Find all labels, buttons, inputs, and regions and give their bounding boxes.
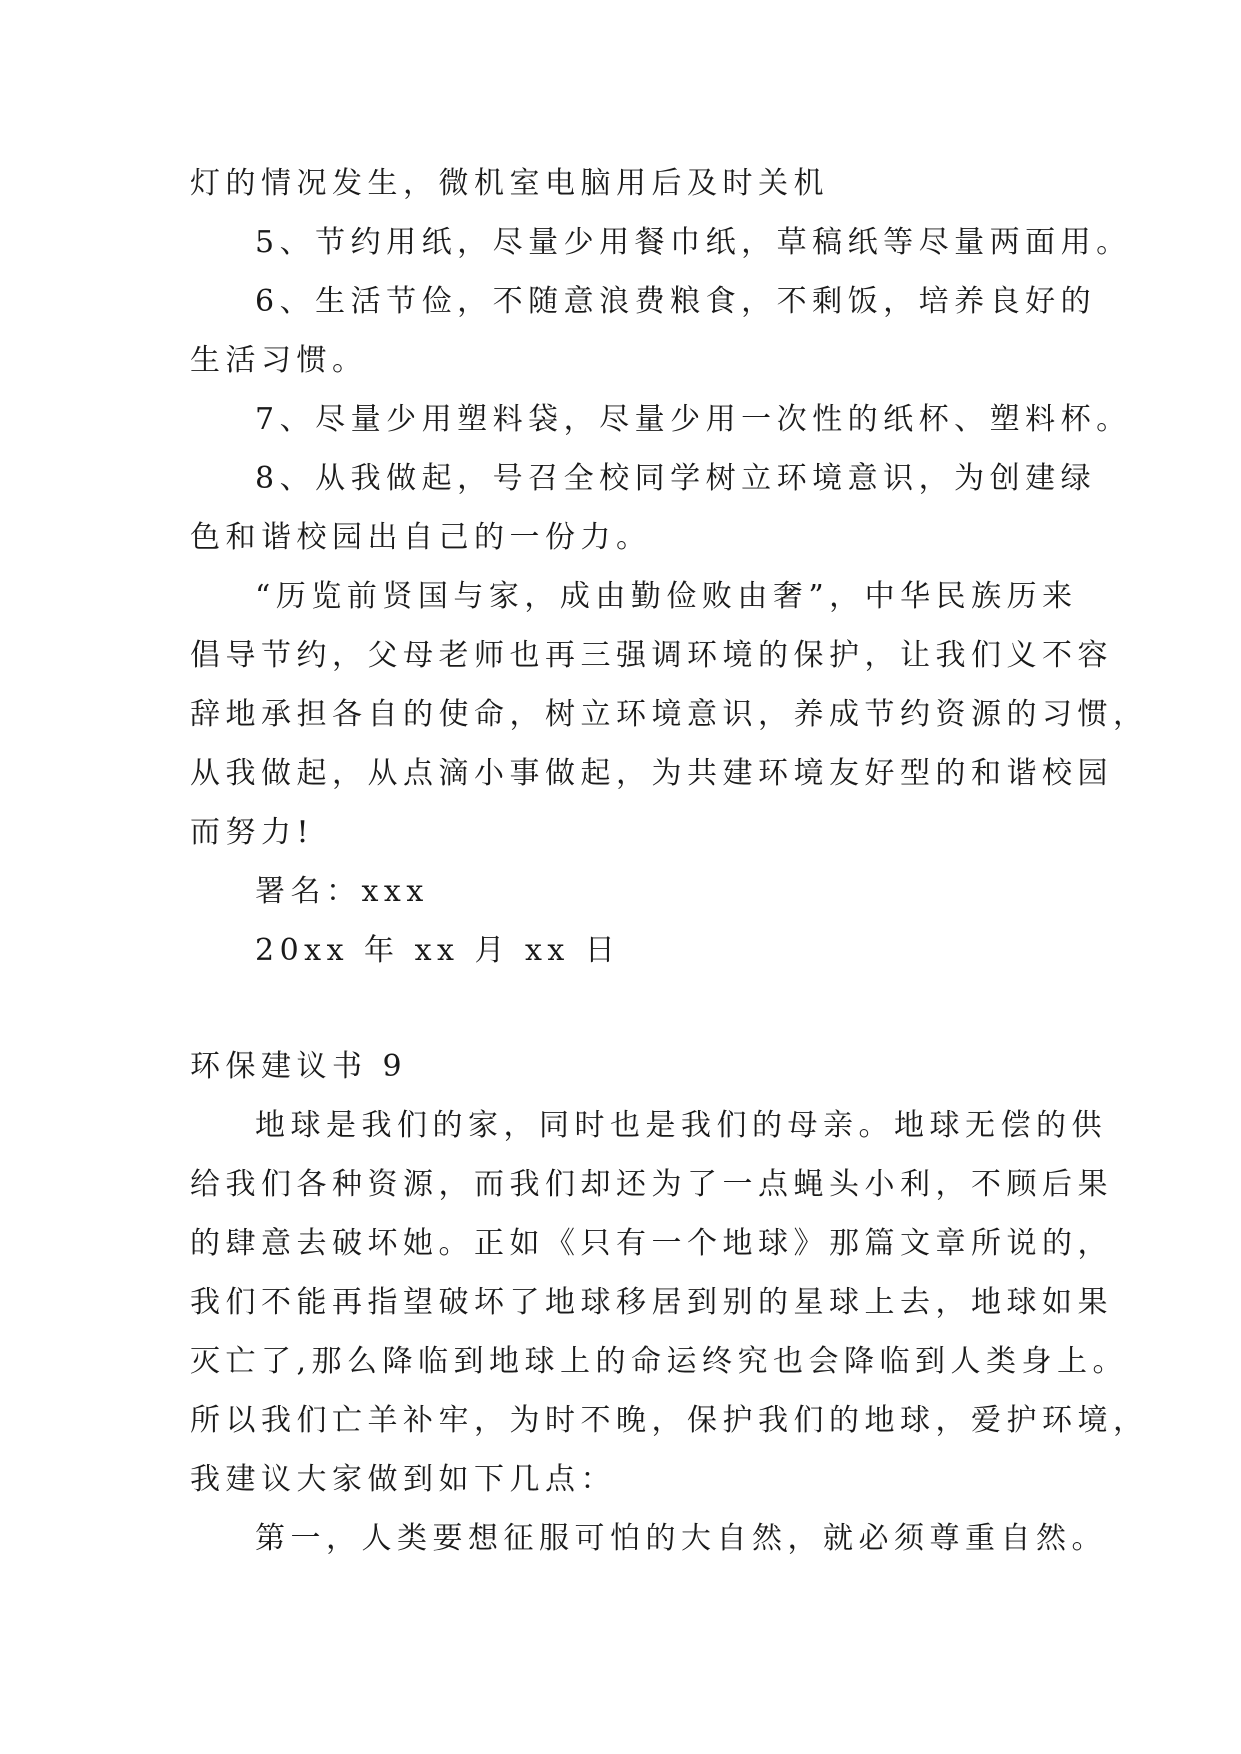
- date-line: 20xx 年 xx 月 xx 日: [255, 933, 621, 968]
- text-line: 7、尽量少用塑料袋，尽量少用一次性的纸杯、塑料杯。: [255, 402, 1132, 437]
- text-line: 8、从我做起，号召全校同学树立环境意识，为创建绿: [255, 461, 1097, 496]
- text-line: 灯的情况发生，微机室电脑用后及时关机: [190, 166, 829, 201]
- text-line: 我们不能再指望破坏了地球移居到别的星球上去，地球如果: [190, 1285, 1113, 1320]
- text-line: 5、节约用纸，尽量少用餐巾纸，草稿纸等尽量两面用。: [255, 225, 1132, 260]
- text-line: 地球是我们的家，同时也是我们的母亲。地球无偿的供: [255, 1108, 1107, 1143]
- text-line: 所以我们亡羊补牢，为时不晚，保护我们的地球，爱护环境，: [190, 1403, 1149, 1438]
- text-line: 第一，人类要想征服可怕的大自然，就必须尊重自然。: [255, 1521, 1107, 1556]
- text-line: 而努力!: [190, 815, 315, 850]
- section-title: 环保建议书 9: [190, 1049, 408, 1084]
- text-line: 给我们各种资源，而我们却还为了一点蝇头小利，不顾后果: [190, 1167, 1113, 1202]
- text-line: 倡导节约，父母老师也再三强调环境的保护，让我们义不容: [190, 638, 1113, 673]
- text-line: 色和谐校园出自己的一份力。: [190, 520, 652, 555]
- text-line: 6、生活节俭，不随意浪费粮食，不剩饭，培养良好的: [255, 284, 1097, 319]
- text-line: 我建议大家做到如下几点：: [190, 1462, 616, 1497]
- signature-line: 署名：xxx: [255, 874, 429, 909]
- text-line: 的肆意去破坏她。正如《只有一个地球》那篇文章所说的，: [190, 1226, 1113, 1261]
- text-line: 生活习惯。: [190, 343, 368, 378]
- text-line: 辞地承担各自的使命，树立环境意识，养成节约资源的习惯，: [190, 697, 1149, 732]
- text-line: 从我做起，从点滴小事做起，为共建环境友好型的和谐校园: [190, 756, 1113, 791]
- text-line: 灭亡了,那么降临到地球上的命运终究也会降临到人类身上。: [190, 1344, 1129, 1379]
- text-line: “历览前贤国与家，成由勤俭败由奢”，中华民族历来: [255, 579, 1078, 614]
